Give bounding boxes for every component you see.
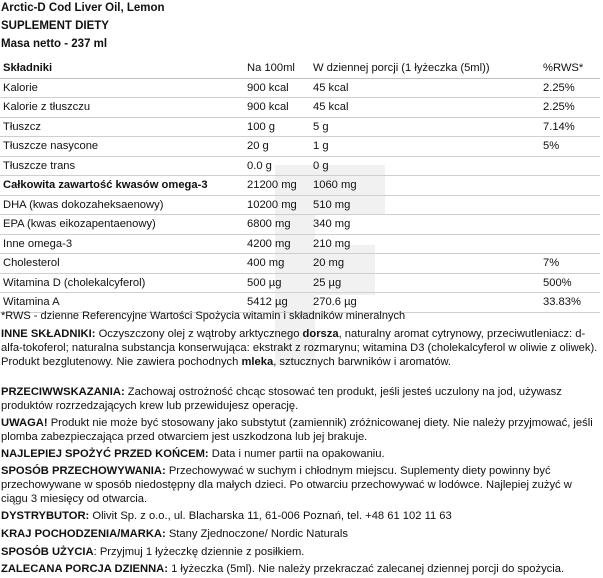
daily-portion-value: 210 mg — [309, 234, 539, 254]
origin-section — [1, 527, 599, 541]
daily-portion-value: 25 µg — [309, 273, 539, 293]
daily-portion-value: 45 kcal — [309, 78, 539, 98]
storage-label: SPOSÓB PRZECHOWYWANIA: — [1, 465, 166, 477]
table-row — [0, 176, 600, 196]
rws-value: 2.25% — [539, 98, 600, 118]
contraindications-text: Zachowaj ostrożność chcąc stosować ten produkt, jeśli jesteś uczulony na jod, używasz produktów rozrzedzających krew lub przewidujesz operację. — [1, 386, 562, 413]
table-row — [0, 195, 600, 215]
per-100ml-value: 900 kcal — [243, 98, 309, 118]
rws-value — [539, 234, 600, 254]
daily-portion-value: 510 mg — [309, 195, 539, 215]
daily-portion-value: 0 g — [309, 156, 539, 176]
per-100ml-value: 20 g — [243, 137, 309, 157]
warning-section — [1, 416, 599, 444]
table-row — [0, 156, 600, 176]
table-row — [0, 234, 600, 254]
daily-portion-value: 5 g — [309, 117, 539, 137]
table-row — [0, 254, 600, 274]
table-header-row — [0, 59, 600, 78]
nutrient-name: Całkowita zawartość kwasów omega-3 — [0, 176, 243, 196]
nutrient-name: Witamina A — [0, 293, 243, 313]
per-100ml-value: 0.0 g — [243, 156, 309, 176]
ingredients-text-3: , sztucznych barwników i aromatów. — [273, 356, 452, 369]
column-header-ingredient: Składniki — [0, 59, 243, 78]
ingredients-section — [1, 327, 599, 370]
nutrition-table — [0, 59, 600, 313]
column-header-rws: %RWS* — [539, 59, 600, 78]
per-100ml-value: 900 kcal — [243, 78, 309, 98]
rws-value: 5% — [539, 137, 600, 157]
per-100ml-value: 100 g — [243, 117, 309, 137]
usage-section — [1, 545, 599, 559]
allergen-fish: dorsza — [302, 328, 339, 340]
table-row — [0, 117, 600, 137]
storage-text: Przechowywać w suchym i chłodnym miejscu. Suplementy diety powinny być przechowywane w sposób niedostępny dla małych dzieci. Po otwarciu przechowywać w lodówce. Najlepiej zużyć w ciągu 3 miesięcy od otwarcia. — [1, 465, 572, 506]
origin-text: Stany Zjednoczone/ Nordic Naturals — [165, 528, 348, 540]
ingredients-label: INNE SKŁADNIKI: — [1, 328, 96, 340]
rws-value: 500% — [539, 273, 600, 293]
storage-section — [1, 464, 599, 507]
ingredients-text-2: , naturalny aromat cytrynowy, przeciwutleniacz: d-alfa-tokoferol; naturalna substancja konserwująca: ekstrakt z rozmarynu; witamina D3 (cholekalcyferol w oliwie z oliwek). Produkt bezglutenowy. Nie zawiera pochodnych — [1, 328, 598, 369]
best-before-section — [1, 447, 599, 461]
per-100ml-value: 400 mg — [243, 254, 309, 274]
daily-portion-value: 270.6 µg — [309, 293, 539, 313]
rws-value — [539, 156, 600, 176]
distributor-label: DYSTRYBUTOR: — [1, 510, 90, 522]
nutrient-name: EPA (kwas eikozapentaenowy) — [0, 215, 243, 235]
nutrient-name: Tłuszcze trans — [0, 156, 243, 176]
table-row — [0, 273, 600, 293]
per-100ml-value: 5412 µg — [243, 293, 309, 313]
table-row — [0, 78, 600, 98]
nutrient-name: Cholesterol — [0, 254, 243, 274]
rws-value: 7.14% — [539, 117, 600, 137]
per-100ml-value: 4200 mg — [243, 234, 309, 254]
warning-text: Produkt nie może być stosowany jako substytut (zamiennik) zróżnicowanej diety. Nie należy przyjmować, jeśli plomba zabezpieczająca przed otwarciem jest uszkodzona lub jej brakuje. — [1, 417, 593, 444]
nutrient-name: Tłuszcz — [0, 117, 243, 137]
per-100ml-value: 500 µg — [243, 273, 309, 293]
allergen-milk: mleka — [241, 356, 274, 369]
rws-value — [539, 195, 600, 215]
rws-value — [539, 176, 600, 196]
rws-footnote: *RWS - dzienne Referencyjne Wartości Spożycia witamin i składników mineralnych — [1, 310, 406, 322]
per-100ml-value: 6800 mg — [243, 215, 309, 235]
rws-value: 2.25% — [539, 78, 600, 98]
dose-section — [1, 562, 599, 576]
dose-label: ZALECANA PORCJA DZIENNA: — [1, 563, 168, 575]
distributor-text: Olivit Sp. z o.o., ul. Blacharska 11, 61-006 Poznań, tel. +48 61 102 11 63 — [89, 510, 452, 522]
usage-text: : Przyjmuj 1 łyżeczkę dziennie z posiłkiem. — [93, 546, 305, 558]
table-row — [0, 137, 600, 157]
nutrient-name: Tłuszcze nasycone — [0, 137, 243, 157]
nutrient-name: Inne omega-3 — [0, 234, 243, 254]
daily-portion-value: 1060 mg — [309, 176, 539, 196]
ingredients-text-1: Oczyszczony olej z wątroby arktycznego — [95, 328, 303, 340]
per-100ml-value: 10200 mg — [243, 195, 309, 215]
rws-value — [539, 215, 600, 235]
rws-value: 33.83% — [539, 293, 600, 313]
daily-portion-value: 340 mg — [309, 215, 539, 235]
table-row — [0, 215, 600, 235]
daily-portion-value: 45 kcal — [309, 98, 539, 118]
dose-text: 1 łyżeczka (5ml). Nie należy przekraczać zalecanej dziennej porcji do spożycia. — [167, 563, 565, 575]
daily-portion-value: 1 g — [309, 137, 539, 157]
per-100ml-value: 21200 mg — [243, 176, 309, 196]
warning-label: UWAGA! — [1, 417, 48, 429]
usage-label: SPOSÓB UŻYCIA — [1, 546, 94, 558]
nutrient-name: DHA (kwas dokozaheksaenowy) — [0, 195, 243, 215]
best-before-label: NAJLEPIEJ SPOŻYĆ PRZED KOŃCEM: — [1, 448, 209, 460]
daily-portion-value: 20 mg — [309, 254, 539, 274]
table-row — [0, 98, 600, 118]
product-category: SUPLEMENT DIETY — [1, 20, 109, 32]
column-header-per100: Na 100ml — [243, 59, 309, 78]
product-name: Arctic-D Cod Liver Oil, Lemon — [1, 2, 165, 14]
net-content: Masa netto - 237 ml — [1, 38, 108, 50]
best-before-text: Data i numer partii na opakowaniu. — [208, 448, 385, 460]
rws-value: 7% — [539, 254, 600, 274]
contraindications-label: PRZECIWWSKAZANIA: — [1, 386, 125, 398]
origin-label: KRAJ POCHODZENIA/MARKA: — [1, 528, 166, 540]
nutrient-name: Witamina D (cholekalcyferol) — [0, 273, 243, 293]
nutrient-name: Kalorie — [0, 78, 243, 98]
contraindications-section — [1, 385, 599, 413]
nutrient-name: Kalorie z tłuszczu — [0, 98, 243, 118]
distributor-section — [1, 509, 599, 523]
column-header-portion: W dziennej porcji (1 łyżeczka (5ml)) — [309, 59, 539, 78]
